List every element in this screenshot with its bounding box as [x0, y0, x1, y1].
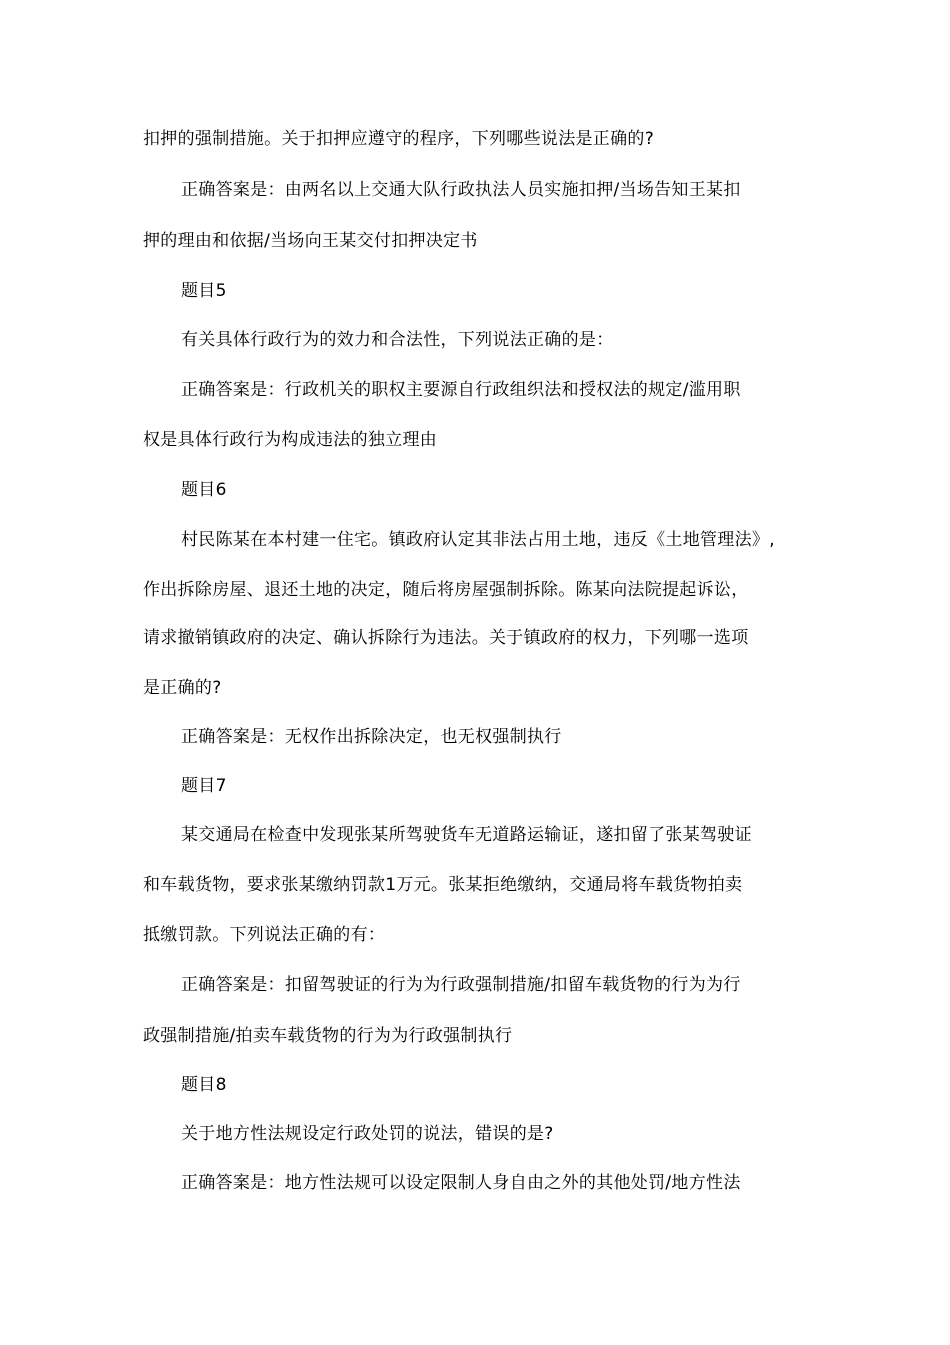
question-text: 关于地方性法规设定行政处罚的说法，错误的是? — [181, 1124, 554, 1144]
text-line: 抵缴罚款。下列说法正确的有： — [143, 925, 386, 945]
text-line: 政强制措施/拍卖车载货物的行为为行政强制执行 — [143, 1026, 513, 1046]
text-line: 押的理由和依据/当场向王某交付扣押决定书 — [143, 231, 478, 251]
text-line: 和车载货物，要求张某缴纳罚款1万元。张某拒绝缴纳，交通局将车载货物拍卖 — [143, 875, 743, 895]
answer-line: 正确答案是：无权作出拆除决定，也无权强制执行 — [181, 727, 562, 747]
text-line: 请求撤销镇政府的决定、确认拆除行为违法。关于镇政府的权力，下列哪一选项 — [143, 628, 749, 648]
question-heading: 题目8 — [181, 1075, 227, 1095]
question-text: 某交通局在检查中发现张某所驾驶货车无道路运输证，遂扣留了张某驾驶证 — [181, 825, 752, 845]
question-text: 有关具体行政行为的效力和合法性，下列说法正确的是： — [181, 330, 614, 350]
question-heading: 题目5 — [181, 281, 227, 301]
text-line: 作出拆除房屋、退还土地的决定，随后将房屋强制拆除。陈某向法院提起诉讼， — [143, 580, 749, 600]
question-text: 村民陈某在本村建一住宅。镇政府认定其非法占用土地，违反《土地管理法》, — [181, 530, 775, 550]
answer-line: 正确答案是：扣留驾驶证的行为为行政强制措施/扣留车载货物的行为为行 — [181, 975, 741, 995]
question-heading: 题目7 — [181, 776, 227, 796]
text-line: 权是具体行政行为构成违法的独立理由 — [143, 430, 438, 450]
question-heading: 题目6 — [181, 480, 227, 500]
answer-line: 正确答案是：由两名以上交通大队行政执法人员实施扣押/当场告知王某扣 — [181, 180, 741, 200]
text-line: 是正确的? — [143, 678, 222, 698]
text-line: 扣押的强制措施。关于扣押应遵守的程序，下列哪些说法是正确的? — [143, 129, 655, 149]
answer-line: 正确答案是：地方性法规可以设定限制人身自由之外的其他处罚/地方性法 — [181, 1173, 741, 1193]
answer-line: 正确答案是：行政机关的职权主要源自行政组织法和授权法的规定/滥用职 — [181, 380, 741, 400]
